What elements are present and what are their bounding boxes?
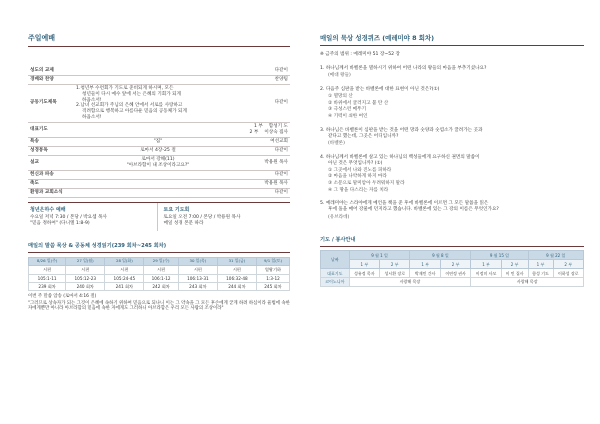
worship-leader: 다같이 (242, 170, 290, 179)
quiz-question: 4. 하나님께서 바벨론에 살고 있는 하나님의 백성들에게 요구하신 권면의 말씀이 아닌 것은 무엇입니까? (①) ① 그곳에서 나와 진노를 피하라 ② 마음을 나약하게 하지 마라 ③ 소문으로 말미암아 두려워하지 말라 ④ 그 땅을 다스리는 자를 치라 (320, 155, 584, 193)
serve-name: 이연정 권사 (440, 269, 470, 278)
serve-date-row (321, 251, 584, 260)
worship-label: 특송 (28, 137, 74, 146)
prayer-topics: 1.청년부 수련회가 기도로 준비되게 하시며, 모든 청년들이 다시 예수 앞에 서는 은혜의 기회가 되게 하옵소서! 2.남녀 선교회가 주님의 은혜 안에서 서로를 사랑하고 격려함으로 행복하고 아름다운 믿음의 공동체가 되게 하옵소서! (74, 84, 242, 122)
serve-part: 2 부 (440, 260, 470, 269)
quiz-option: ④ 기력이 쇠한 여인 (328, 114, 368, 120)
worship-label: 경배와 찬양 (28, 75, 74, 84)
quiz-option: ② 바위에서 굴러지고 불 탄 산 (328, 100, 389, 106)
serve-part: 1 부 (471, 260, 501, 269)
serve-row-label: 대표기도 (321, 269, 350, 278)
title-rule (320, 45, 584, 46)
serve-date: 9 월 1 일 (349, 251, 410, 260)
quiz-title: 매일의 묵상 성경퀴즈 (예레미야 8 회차) (320, 34, 435, 42)
worship-leader: 다같이 (242, 146, 290, 155)
worship-label: 설교 (28, 155, 74, 170)
serve-names-row (321, 269, 584, 278)
quiz-option: ④ 그 땅을 다스리는 자를 치라 (328, 187, 389, 193)
worship-leader: 다같이 (242, 188, 290, 197)
reading-chapter: 106:1-12 (144, 274, 178, 282)
reading-date: 27 일(월) (66, 258, 105, 266)
worship-label: 헌신과 파송 (28, 170, 74, 179)
serve-part: 1 부 (349, 260, 379, 269)
right-page (300, 0, 600, 424)
worship-row (28, 67, 290, 76)
reading-header-row (29, 258, 290, 266)
worship-row (28, 170, 290, 179)
worship-row (28, 137, 290, 146)
serve-name: 함성 기도 (528, 269, 553, 278)
serve-date: 9 월 15 일 (471, 251, 528, 260)
worship-row (28, 179, 290, 188)
serve-name: 이정미 사모 (471, 269, 501, 278)
quiz-option: ② 마음을 나약하게 하지 마라 (328, 174, 387, 180)
reading-chapter: 106:13-31 (178, 274, 217, 282)
saturday-prayer: 토요 기도회 토요일 오전 7:00 / 본당 / 박용원 목사 매일 성경 본문 따라 (157, 203, 291, 231)
reading-book: 시편 (66, 266, 105, 274)
weekly-meetings (28, 202, 290, 231)
reading-title: 매일의 말씀 묵상 & 공동체 성경읽기(239 회차~245 회차) (28, 243, 290, 254)
serve-part: 2 부 (553, 260, 584, 269)
worship-leader: 다같이 (242, 67, 290, 76)
memory-verse (28, 294, 290, 312)
reading-session: 241 회차 (105, 282, 144, 290)
reading-chapter: 1:3-12 (256, 274, 289, 282)
sermon-detail: 로마서 강해(11) "아브라함이 내 조상이라고요?" (74, 155, 242, 170)
serve-part: 2 부 (380, 260, 410, 269)
reading-book: 시편 (105, 266, 144, 274)
worship-label: 축도 (28, 179, 74, 188)
worship-order-table (28, 67, 290, 198)
serve-name: 이 민 집사 (501, 269, 528, 278)
reading-book: 열왕기하 (256, 266, 289, 274)
reading-row (29, 274, 290, 282)
worship-row (28, 146, 290, 155)
worship-row (28, 155, 290, 170)
worship-row (28, 84, 290, 122)
worship-row (28, 75, 290, 84)
reading-chapter: 106:32-48 (217, 274, 256, 282)
worship-label: 성경봉독 (28, 146, 74, 155)
worship-label: 공동기도제목 (28, 84, 74, 122)
serve-date-label: 날짜 (321, 251, 350, 269)
reading-session: 244 회차 (217, 282, 256, 290)
serve-title: 기도 / 봉사안내 (320, 237, 584, 248)
serve-part-row (321, 260, 584, 269)
serve-date: 9 월 8 일 (410, 251, 471, 260)
reading-book: 시편 (29, 266, 66, 274)
quiz-answer: (메대 왕들) (328, 73, 351, 79)
quiz-question: 2. 다음주 심판을 받는 바벨론에 대한 표현이 아닌 것은?(①) ① 멸망의 산 ② 바위에서 굴러지고 불 탄 산 ③ 극성스런 메뚜기 ④ 기력이 쇠한 여인 (320, 87, 584, 120)
reading-date: 30 일(목) (178, 258, 217, 266)
reading-chapter: 105:12-23 (66, 274, 105, 282)
reading-row (29, 266, 290, 274)
serve-name: 박재민 간사 (410, 269, 440, 278)
reading-chapter: 105:24-45 (105, 274, 144, 282)
worship-title: 주일예배 (28, 34, 56, 42)
worship-detail: 로마서 4장-25 절 (74, 146, 242, 155)
reading-book: 시편 (217, 266, 256, 274)
serve-part: 1 부 (410, 260, 440, 269)
serve-part: 2 부 (501, 260, 528, 269)
worship-leader: 박용원 목사 (242, 179, 290, 188)
serve-name: 성유정 목자 (349, 269, 379, 278)
reading-session: 239 회차 (29, 282, 66, 290)
reading-session: 243 회차 (178, 282, 217, 290)
serve-date: 9 월 22 일 (528, 251, 583, 260)
quiz-option: ① 멸망의 산 (328, 93, 353, 99)
worship-label: 성도의 교제 (28, 67, 74, 76)
reading-date: 31 일(금) (217, 258, 256, 266)
reading-row (29, 282, 290, 290)
worship-label: 환영과 교회소식 (28, 188, 74, 197)
serve-koinonia-row (321, 277, 584, 286)
quiz-question: 5. 예레미야는 스라야에게 예언을 책을 준 후에 바벨론에 이르면 그 모든 말씀을 읽은 후에 돌을 매어 강물에 던지라고 했습니다. 바벨론에 있는 그 강의 이름은 무엇인가요? (유브라데) (320, 201, 584, 220)
quiz-question: 1. 하나님께서 바벨론을 멸하시기 위하여 어떤 나라의 왕들의 마음을 부추기셨나요? (메대 왕들) (320, 66, 584, 79)
reading-date: 29 일(수) (144, 258, 178, 266)
worship-row (28, 122, 290, 137)
title-rule (28, 46, 290, 47)
reading-book: 시편 (178, 266, 217, 274)
koinonia-group: 사랑해 목장 (471, 277, 584, 286)
reading-date: 8/26 일(주) (29, 258, 66, 266)
worship-leader: 찬양팀 (242, 75, 290, 84)
worship-leader: 박용원 목사 (242, 155, 290, 170)
quiz-answer: (유브라데) (328, 214, 350, 220)
serve-name: 이하성 장로 (553, 269, 584, 278)
serve-part: 1 부 (528, 260, 553, 269)
memory-verse-title: 이번 주 말씀 암송 (로마서 4:16 절) (28, 294, 97, 300)
worship-leader: 여선교회 (242, 137, 290, 146)
serve-row-label: 코이노니아 (321, 277, 350, 286)
representative-prayer: 1 부 함성기 도 2 부 이상숙 집사 (74, 122, 290, 137)
worship-detail: "집" (74, 137, 242, 146)
reading-session: 240 회차 (66, 282, 105, 290)
serve-name: 성시환 장로 (380, 269, 410, 278)
memory-verse-body: "그러므로 상속자가 되는 그것이 은혜에 속하기 위하여 믿음으로 되나니 이는 그 약속을 그 모든 후손에게 굳게 하려 하심이라 율법에 속한 자에게뿐만 아니라 아브라함의 믿음에 속한 자에게도 그러하니 아브라함은 우리 모든 사람의 조상이라" (28, 300, 290, 312)
quiz-scope: ※ 금주의 범위 : 예레미야 51 장~52 장 (320, 52, 400, 57)
worship-label: 대표기도 (28, 122, 74, 137)
reading-date: 28 일(화) (105, 258, 144, 266)
koinonia-group: 사랑해 목장 (349, 277, 471, 286)
quiz-option: ③ 극성스런 메뚜기 (328, 107, 367, 113)
quiz-question: 3. 하나님은 바벨론이 심판을 받는 것을 어떤 망과 숫양과 숫염소가 끌려가는 곳과 같다고 했는데, 그곳은 어디입니까? (바벨론) (320, 128, 584, 147)
worship-row (28, 188, 290, 197)
worship-leader: 다같이 (242, 84, 290, 122)
quiz-option: ① 그곳에서 나와 진노를 피하라 (328, 167, 392, 173)
reading-date: 9/1 일(토) (256, 258, 289, 266)
serve-table (320, 250, 584, 287)
quiz-answer: (바벨론) (328, 141, 345, 147)
reading-session: 245 회차 (256, 282, 289, 290)
reading-session: 242 회차 (144, 282, 178, 290)
reading-chapter: 105:1-11 (29, 274, 66, 282)
youth-worship: 청년은하수 예배 수요일 저녁 7:30 / 본당 / 박요셉 목사 "믿음 정하여" (다니엘 1:8-9) (30, 206, 107, 226)
reading-book: 시편 (144, 266, 178, 274)
reading-table (28, 257, 290, 291)
quiz-option: ③ 소문으로 말미암아 두려워하지 말라 (328, 181, 405, 187)
